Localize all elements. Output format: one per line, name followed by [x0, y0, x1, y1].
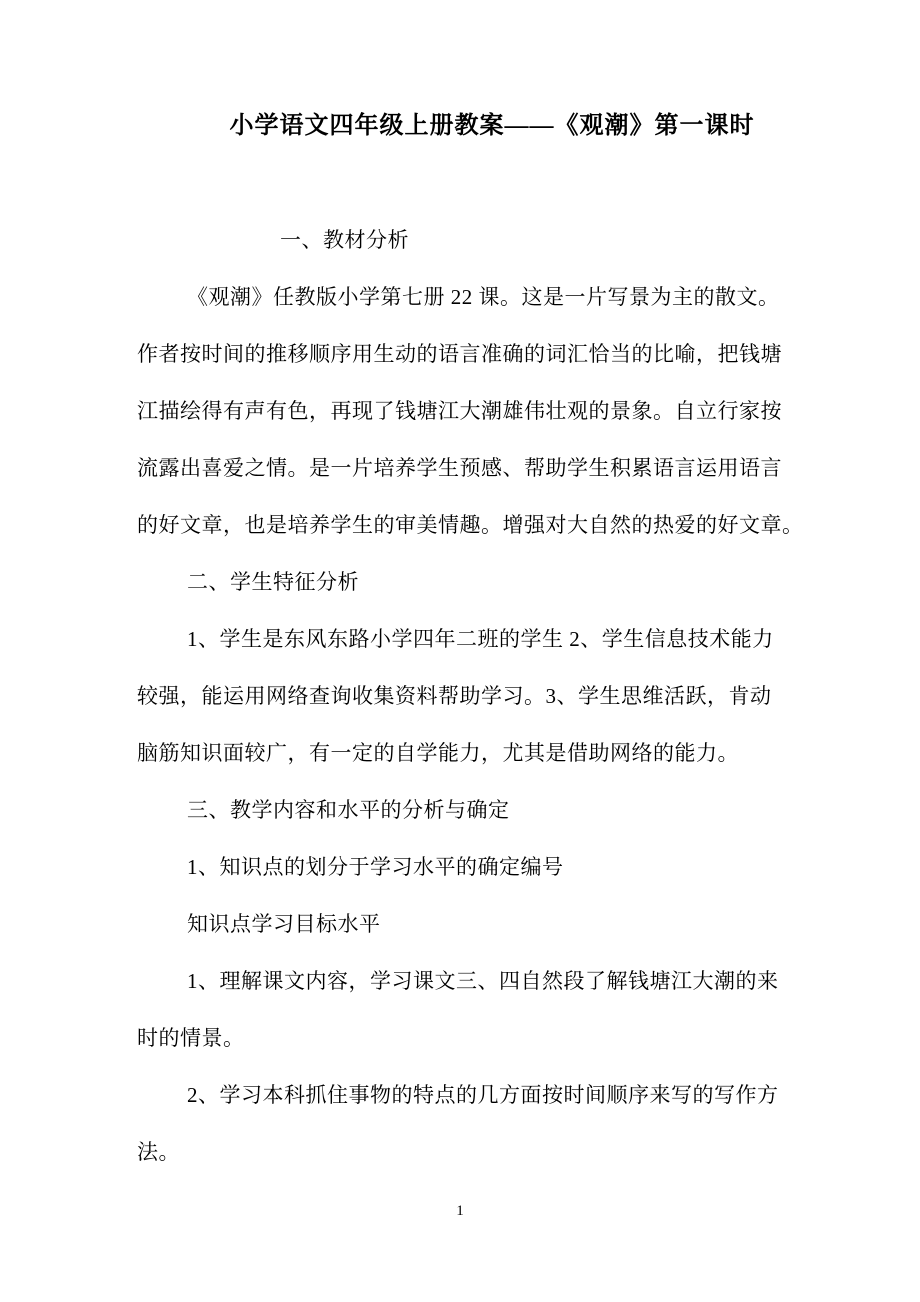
section-heading-student-analysis: 二、学生特征分析	[187, 570, 359, 594]
paragraph-line: 时的情景。	[137, 1026, 245, 1050]
page-number: 1	[456, 1203, 464, 1219]
paragraph-line: 较强，能运用网络查询收集资料帮助学习。3、学生思维活跃，肯动	[137, 684, 772, 708]
paragraph-line: 流露出喜爱之情。是一片培养学生预感、帮助学生积累语言运用语言	[137, 456, 782, 480]
paragraph-line: 2、学习本科抓住事物的特点的几方面按时间顺序来写的写作方	[187, 1083, 779, 1107]
paragraph-line: 脑筋知识面较广，有一定的自学能力，尤其是借助网络的能力。	[137, 741, 739, 765]
section-heading-material-analysis: 一、教材分析	[280, 228, 409, 252]
section-heading-teaching-content: 三、教学内容和水平的分析与确定	[187, 798, 510, 822]
paragraph-line: 的好文章，也是培养学生的审美情趣。增强对大自然的热爱的好文章。	[137, 513, 804, 537]
paragraph-line: 知识点学习目标水平	[187, 912, 381, 936]
paragraph-line: 1、学生是东风东路小学四年二班的学生 2、学生信息技术能力	[187, 627, 774, 651]
paragraph-line: 《观潮》任教版小学第七册 22 课。这是一片写景为主的散文。	[187, 285, 780, 309]
paragraph-line: 作者按时间的推移顺序用生动的语言准确的词汇恰当的比喻，把钱塘	[137, 342, 782, 366]
paragraph-line: 江描绘得有声有色，再现了钱塘江大潮雄伟壮观的景象。自立行家按	[137, 399, 782, 423]
paragraph-line: 1、理解课文内容，学习课文三、四自然段了解钱塘江大潮的来	[187, 969, 779, 993]
paragraph-line: 法。	[137, 1140, 180, 1164]
paragraph-line: 1、知识点的划分于学习水平的确定编号	[187, 855, 564, 879]
blank-line	[137, 155, 789, 212]
document-title: 小学语文四年级上册教案——《观潮》第一课时	[229, 113, 755, 139]
